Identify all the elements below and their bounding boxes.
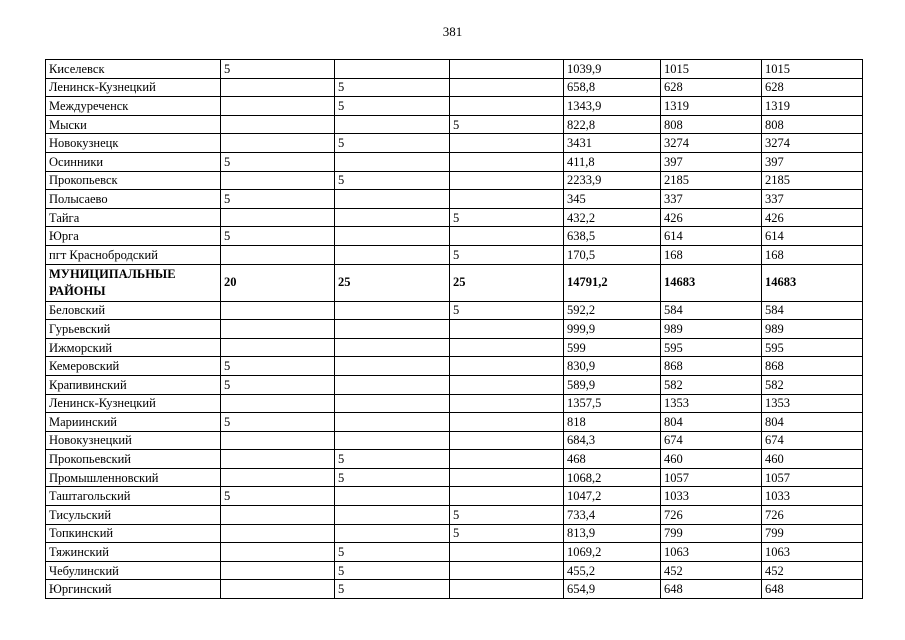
- value-cell-f: 1063: [762, 543, 863, 562]
- value-cell-e: 3274: [661, 134, 762, 153]
- value-cell-c: [450, 357, 564, 376]
- value-cell-f: 614: [762, 227, 863, 246]
- value-cell-b: 5: [335, 580, 450, 599]
- value-cell-f: 1353: [762, 394, 863, 413]
- value-cell-e: 804: [661, 413, 762, 432]
- value-cell-f: 1057: [762, 468, 863, 487]
- row-name-cell: Новокузнецкий: [46, 431, 221, 450]
- value-cell-d: 830,9: [564, 357, 661, 376]
- row-name-cell: Полысаево: [46, 190, 221, 209]
- value-cell-e: 1319: [661, 97, 762, 116]
- row-name-cell: Юргинский: [46, 580, 221, 599]
- value-cell-a: 20: [221, 264, 335, 301]
- value-cell-b: 5: [335, 134, 450, 153]
- row-name-cell: Киселевск: [46, 60, 221, 79]
- value-cell-d: 658,8: [564, 78, 661, 97]
- value-cell-a: [221, 561, 335, 580]
- value-cell-c: [450, 543, 564, 562]
- row-name-cell: Междуреченск: [46, 97, 221, 116]
- value-cell-f: 582: [762, 375, 863, 394]
- table-row: [46, 171, 863, 190]
- table-row: [46, 227, 863, 246]
- value-cell-d: 2233,9: [564, 171, 661, 190]
- value-cell-e: 726: [661, 506, 762, 525]
- table-row: [46, 375, 863, 394]
- value-cell-c: [450, 190, 564, 209]
- value-cell-f: 726: [762, 506, 863, 525]
- value-cell-b: [335, 301, 450, 320]
- table-row: [46, 190, 863, 209]
- value-cell-f: 674: [762, 431, 863, 450]
- value-cell-c: [450, 134, 564, 153]
- value-cell-a: [221, 171, 335, 190]
- value-cell-d: 1068,2: [564, 468, 661, 487]
- row-name-cell: Ленинск-Кузнецкий: [46, 78, 221, 97]
- row-name-cell: Прокопьевский: [46, 450, 221, 469]
- value-cell-f: 1319: [762, 97, 863, 116]
- value-cell-f: 460: [762, 450, 863, 469]
- table-row: [46, 394, 863, 413]
- value-cell-a: 5: [221, 413, 335, 432]
- value-cell-a: [221, 115, 335, 134]
- value-cell-a: 5: [221, 375, 335, 394]
- value-cell-a: [221, 524, 335, 543]
- row-name-cell: Тяжинский: [46, 543, 221, 562]
- value-cell-e: 582: [661, 375, 762, 394]
- table-row: [46, 506, 863, 525]
- value-cell-a: 5: [221, 60, 335, 79]
- value-cell-d: 654,9: [564, 580, 661, 599]
- value-cell-f: 1033: [762, 487, 863, 506]
- row-name-cell: Беловский: [46, 301, 221, 320]
- value-cell-d: 1047,2: [564, 487, 661, 506]
- data-table: [45, 59, 863, 599]
- value-cell-b: 5: [335, 450, 450, 469]
- value-cell-b: [335, 227, 450, 246]
- value-cell-a: [221, 208, 335, 227]
- table-row: [46, 97, 863, 116]
- table-row: [46, 264, 863, 301]
- value-cell-c: 5: [450, 524, 564, 543]
- value-cell-b: [335, 431, 450, 450]
- table-row: [46, 301, 863, 320]
- value-cell-a: [221, 450, 335, 469]
- value-cell-c: [450, 561, 564, 580]
- value-cell-c: [450, 487, 564, 506]
- table-row: [46, 60, 863, 79]
- value-cell-d: 684,3: [564, 431, 661, 450]
- row-name-cell: Тайга: [46, 208, 221, 227]
- value-cell-d: 999,9: [564, 320, 661, 339]
- value-cell-c: [450, 60, 564, 79]
- value-cell-b: 5: [335, 561, 450, 580]
- value-cell-d: 14791,2: [564, 264, 661, 301]
- value-cell-c: [450, 97, 564, 116]
- row-name-cell: Кемеровский: [46, 357, 221, 376]
- table-row: [46, 431, 863, 450]
- value-cell-d: 345: [564, 190, 661, 209]
- row-name-cell: Таштагольский: [46, 487, 221, 506]
- table-row: [46, 245, 863, 264]
- value-cell-e: 168: [661, 245, 762, 264]
- table-row: [46, 357, 863, 376]
- row-name-cell: МУНИЦИПАЛЬНЫЕ РАЙОНЫ: [46, 264, 221, 301]
- value-cell-d: 822,8: [564, 115, 661, 134]
- value-cell-b: [335, 394, 450, 413]
- value-cell-a: [221, 320, 335, 339]
- value-cell-c: [450, 320, 564, 339]
- value-cell-c: [450, 450, 564, 469]
- value-cell-c: [450, 338, 564, 357]
- value-cell-c: [450, 431, 564, 450]
- value-cell-a: [221, 543, 335, 562]
- value-cell-d: 599: [564, 338, 661, 357]
- value-cell-f: 595: [762, 338, 863, 357]
- table-row: [46, 413, 863, 432]
- value-cell-d: 589,9: [564, 375, 661, 394]
- value-cell-a: 5: [221, 357, 335, 376]
- row-name-cell: Ижморский: [46, 338, 221, 357]
- row-name-cell: Ленинск-Кузнецкий: [46, 394, 221, 413]
- row-name-cell: Юрга: [46, 227, 221, 246]
- table-row: [46, 543, 863, 562]
- row-name-cell: Новокузнецк: [46, 134, 221, 153]
- value-cell-b: 25: [335, 264, 450, 301]
- value-cell-e: 460: [661, 450, 762, 469]
- table-row: [46, 580, 863, 599]
- value-cell-b: 5: [335, 97, 450, 116]
- value-cell-f: 397: [762, 152, 863, 171]
- table-row: [46, 468, 863, 487]
- value-cell-c: [450, 580, 564, 599]
- value-cell-d: 3431: [564, 134, 661, 153]
- value-cell-a: [221, 97, 335, 116]
- value-cell-f: 168: [762, 245, 863, 264]
- row-name-cell: Мариинский: [46, 413, 221, 432]
- row-name-cell: Осинники: [46, 152, 221, 171]
- table-row: [46, 320, 863, 339]
- value-cell-e: 1033: [661, 487, 762, 506]
- value-cell-e: 808: [661, 115, 762, 134]
- row-name-cell: Мыски: [46, 115, 221, 134]
- value-cell-f: 426: [762, 208, 863, 227]
- value-cell-d: 1343,9: [564, 97, 661, 116]
- table-row: [46, 524, 863, 543]
- value-cell-b: [335, 190, 450, 209]
- row-name-cell: Промышленновский: [46, 468, 221, 487]
- value-cell-e: 628: [661, 78, 762, 97]
- value-cell-e: 674: [661, 431, 762, 450]
- value-cell-e: 595: [661, 338, 762, 357]
- table-row: [46, 561, 863, 580]
- value-cell-d: 733,4: [564, 506, 661, 525]
- value-cell-d: 813,9: [564, 524, 661, 543]
- table-row: [46, 338, 863, 357]
- value-cell-f: 3274: [762, 134, 863, 153]
- value-cell-d: 455,2: [564, 561, 661, 580]
- value-cell-f: 337: [762, 190, 863, 209]
- value-cell-f: 808: [762, 115, 863, 134]
- value-cell-f: 989: [762, 320, 863, 339]
- value-cell-b: [335, 60, 450, 79]
- value-cell-b: [335, 506, 450, 525]
- value-cell-b: [335, 413, 450, 432]
- value-cell-e: 2185: [661, 171, 762, 190]
- value-cell-e: 1015: [661, 60, 762, 79]
- page-number: 381: [442, 24, 463, 39]
- value-cell-a: [221, 394, 335, 413]
- value-cell-d: 411,8: [564, 152, 661, 171]
- value-cell-f: 2185: [762, 171, 863, 190]
- row-name-cell: Тисульский: [46, 506, 221, 525]
- value-cell-c: [450, 78, 564, 97]
- value-cell-c: [450, 171, 564, 190]
- value-cell-d: 170,5: [564, 245, 661, 264]
- row-name-cell: Гурьевский: [46, 320, 221, 339]
- value-cell-e: 989: [661, 320, 762, 339]
- value-cell-d: 468: [564, 450, 661, 469]
- value-cell-e: 452: [661, 561, 762, 580]
- value-cell-f: 14683: [762, 264, 863, 301]
- value-cell-a: [221, 431, 335, 450]
- value-cell-e: 337: [661, 190, 762, 209]
- value-cell-d: 638,5: [564, 227, 661, 246]
- value-cell-f: 584: [762, 301, 863, 320]
- value-cell-e: 1057: [661, 468, 762, 487]
- value-cell-b: [335, 152, 450, 171]
- value-cell-c: 5: [450, 115, 564, 134]
- value-cell-f: 648: [762, 580, 863, 599]
- value-cell-c: [450, 468, 564, 487]
- value-cell-f: 799: [762, 524, 863, 543]
- value-cell-a: 5: [221, 227, 335, 246]
- value-cell-c: 5: [450, 301, 564, 320]
- value-cell-a: [221, 580, 335, 599]
- value-cell-f: 868: [762, 357, 863, 376]
- value-cell-b: 5: [335, 78, 450, 97]
- value-cell-d: 1357,5: [564, 394, 661, 413]
- value-cell-d: 1039,9: [564, 60, 661, 79]
- value-cell-c: [450, 152, 564, 171]
- value-cell-d: 818: [564, 413, 661, 432]
- value-cell-b: [335, 524, 450, 543]
- row-name-cell: Прокопьевск: [46, 171, 221, 190]
- value-cell-e: 14683: [661, 264, 762, 301]
- table-row: [46, 152, 863, 171]
- value-cell-c: [450, 394, 564, 413]
- value-cell-e: 584: [661, 301, 762, 320]
- value-cell-c: [450, 413, 564, 432]
- value-cell-b: 5: [335, 543, 450, 562]
- value-cell-a: [221, 78, 335, 97]
- value-cell-f: 452: [762, 561, 863, 580]
- value-cell-d: 592,2: [564, 301, 661, 320]
- row-name-cell: Крапивинский: [46, 375, 221, 394]
- value-cell-d: 432,2: [564, 208, 661, 227]
- value-cell-c: 5: [450, 506, 564, 525]
- value-cell-b: [335, 375, 450, 394]
- row-name-cell: Топкинский: [46, 524, 221, 543]
- value-cell-a: 5: [221, 190, 335, 209]
- table-row: [46, 134, 863, 153]
- value-cell-c: [450, 227, 564, 246]
- value-cell-a: [221, 301, 335, 320]
- value-cell-a: [221, 506, 335, 525]
- value-cell-f: 1015: [762, 60, 863, 79]
- value-cell-b: [335, 357, 450, 376]
- value-cell-b: [335, 320, 450, 339]
- table-row: [46, 208, 863, 227]
- value-cell-b: 5: [335, 468, 450, 487]
- value-cell-e: 799: [661, 524, 762, 543]
- value-cell-b: [335, 115, 450, 134]
- value-cell-a: [221, 468, 335, 487]
- value-cell-b: [335, 487, 450, 506]
- value-cell-e: 648: [661, 580, 762, 599]
- row-name-cell: пгт Краснобродский: [46, 245, 221, 264]
- value-cell-c: 25: [450, 264, 564, 301]
- value-cell-a: [221, 245, 335, 264]
- value-cell-a: 5: [221, 487, 335, 506]
- table-row: [46, 450, 863, 469]
- table-body: [46, 60, 863, 599]
- value-cell-c: 5: [450, 208, 564, 227]
- table-row: [46, 78, 863, 97]
- value-cell-e: 868: [661, 357, 762, 376]
- value-cell-e: 614: [661, 227, 762, 246]
- value-cell-e: 397: [661, 152, 762, 171]
- table-row: [46, 115, 863, 134]
- table-row: [46, 487, 863, 506]
- value-cell-e: 1063: [661, 543, 762, 562]
- row-name-cell: Чебулинский: [46, 561, 221, 580]
- value-cell-c: [450, 375, 564, 394]
- value-cell-b: 5: [335, 171, 450, 190]
- value-cell-c: 5: [450, 245, 564, 264]
- value-cell-a: [221, 134, 335, 153]
- value-cell-d: 1069,2: [564, 543, 661, 562]
- value-cell-a: 5: [221, 152, 335, 171]
- value-cell-b: [335, 245, 450, 264]
- value-cell-b: [335, 338, 450, 357]
- value-cell-a: [221, 338, 335, 357]
- value-cell-b: [335, 208, 450, 227]
- value-cell-f: 628: [762, 78, 863, 97]
- value-cell-e: 1353: [661, 394, 762, 413]
- value-cell-f: 804: [762, 413, 863, 432]
- value-cell-e: 426: [661, 208, 762, 227]
